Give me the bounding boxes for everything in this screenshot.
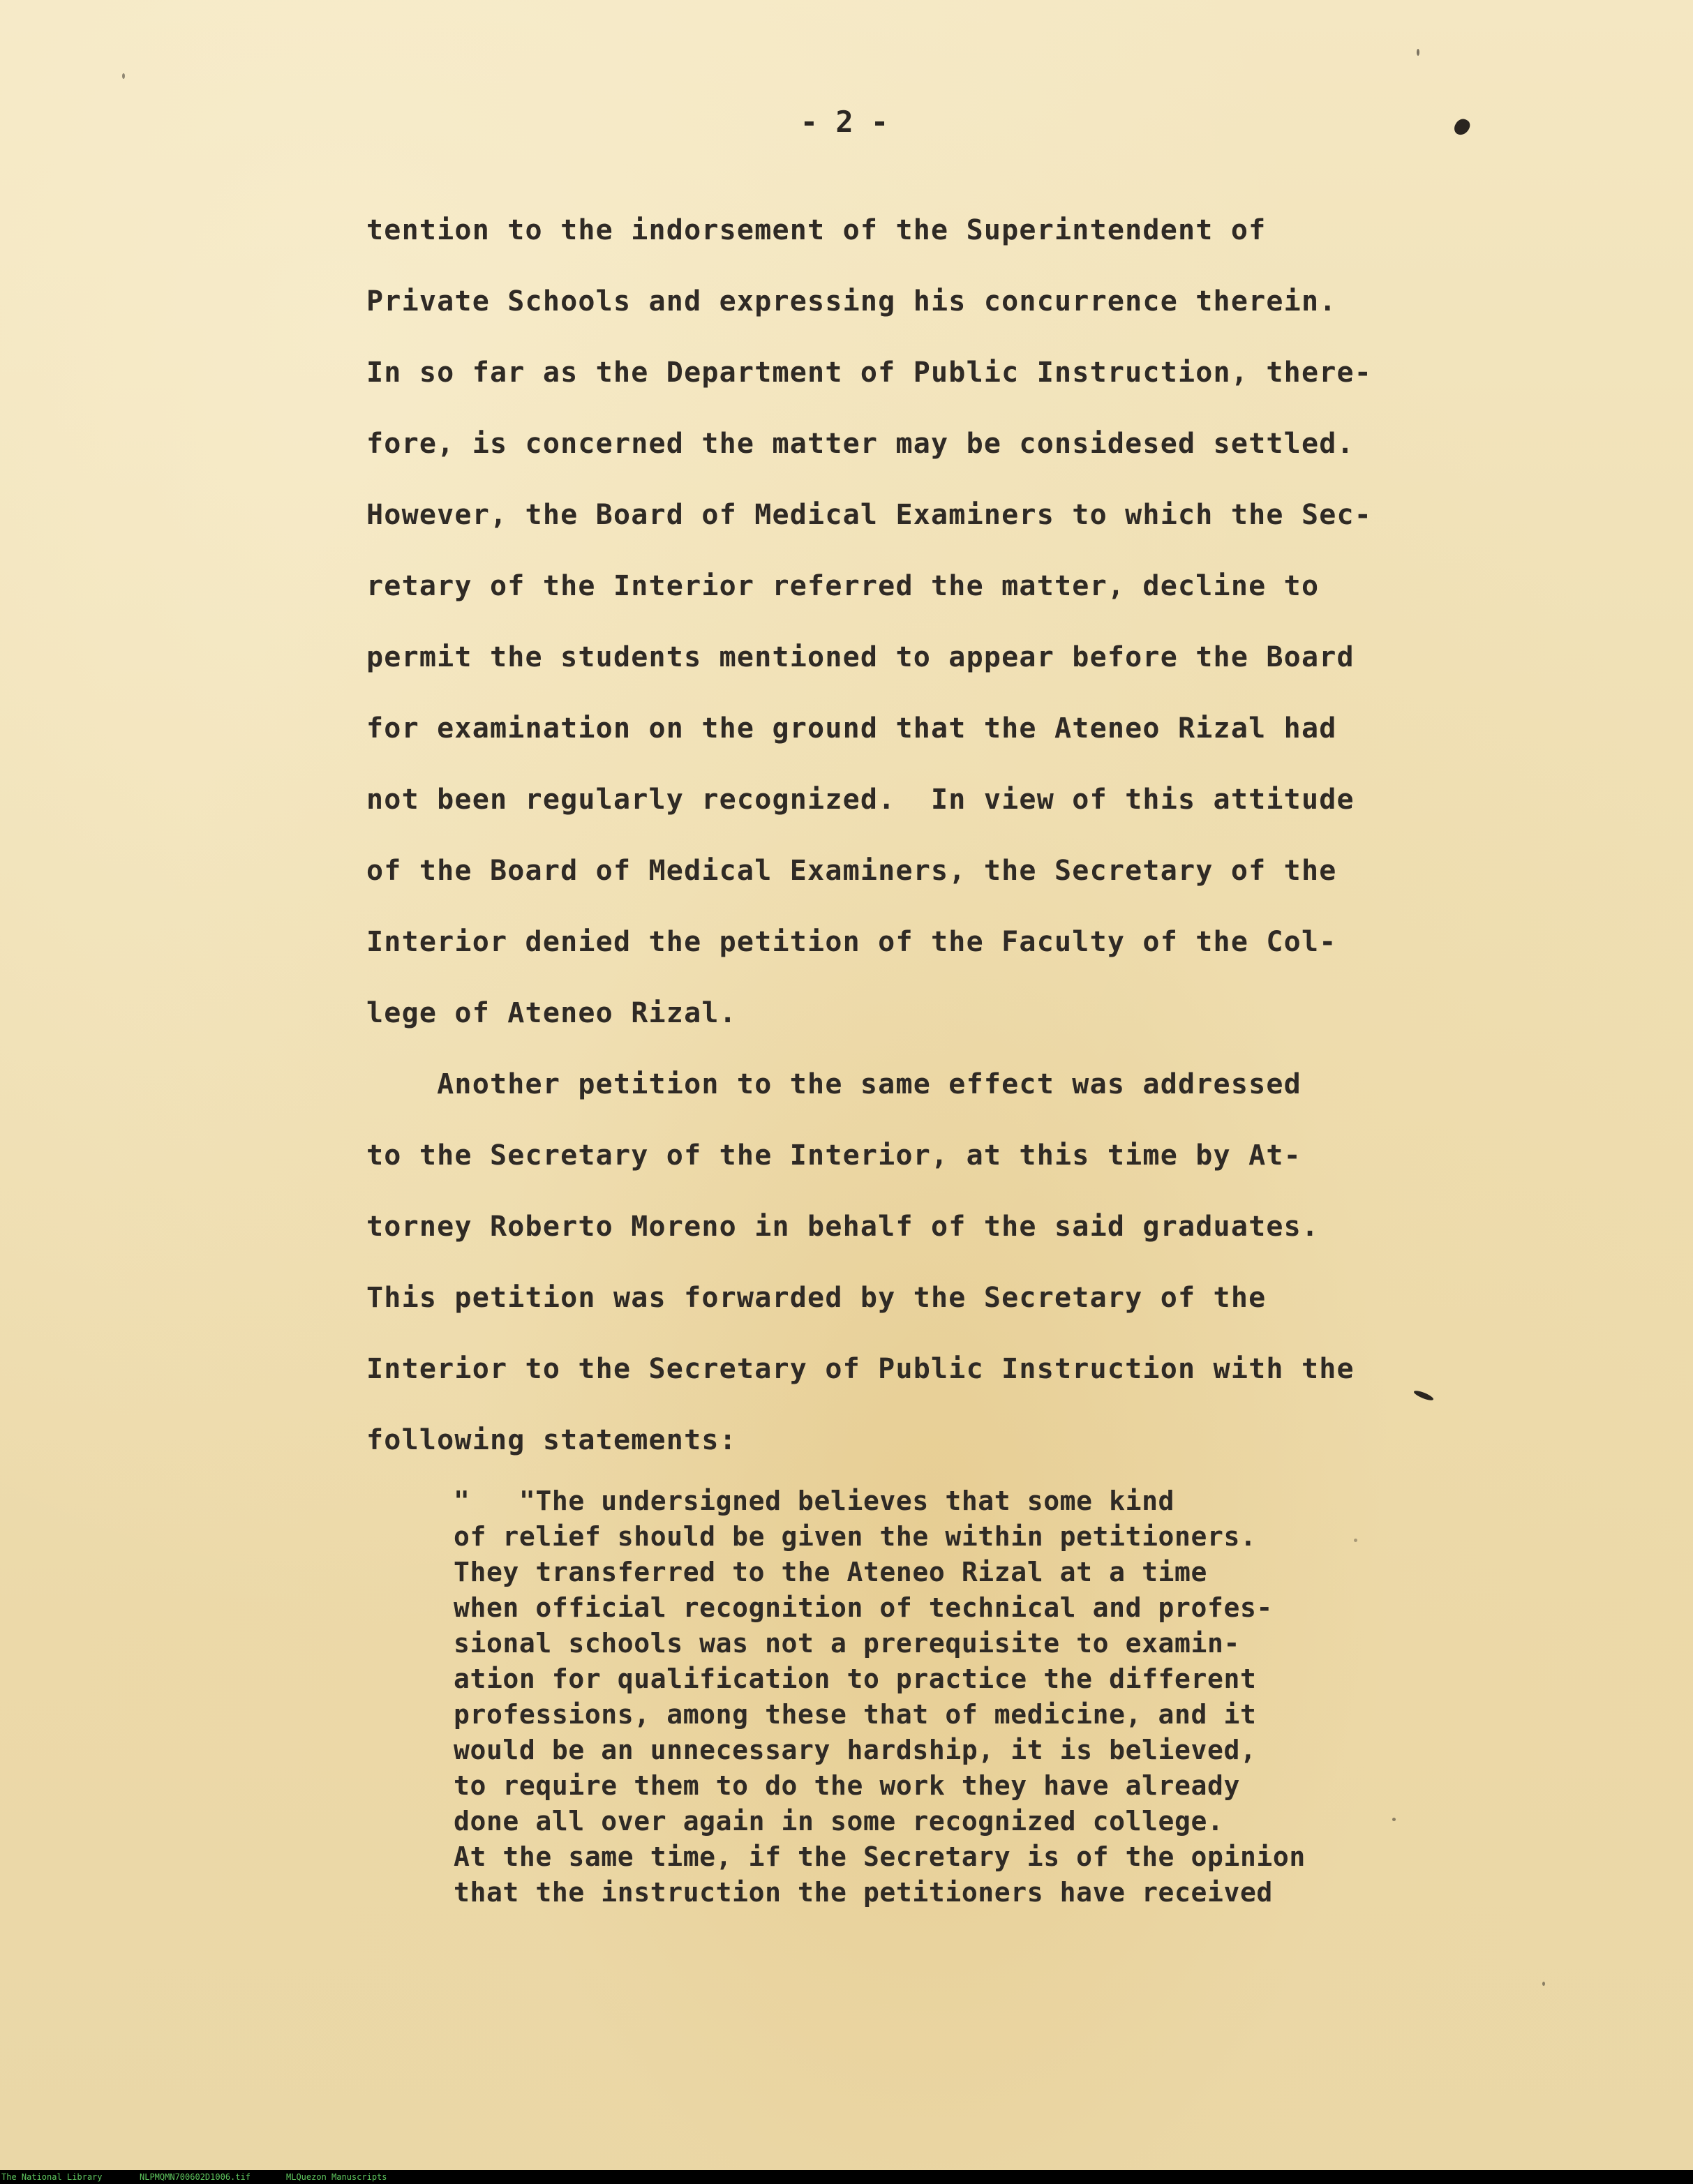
text-line: Private Schools and expressing his concurrence therein. bbox=[366, 285, 1337, 317]
text-line: to the Secretary of the Interior, at this time by At- bbox=[366, 1139, 1302, 1172]
footer-library: The National Library bbox=[1, 2172, 103, 2182]
text-line: for examination on the ground that the Ateneo Rizal had bbox=[366, 712, 1337, 745]
ink-speck bbox=[1452, 117, 1472, 138]
footer-collection: MLQuezon Manuscripts bbox=[286, 2172, 387, 2182]
text-line: tention to the indorsement of the Superintendent of bbox=[366, 214, 1267, 246]
text-line: However, the Board of Medical Examiners to which the Sec- bbox=[366, 499, 1373, 531]
quote-line: They transferred to the Ateneo Rizal at a time bbox=[454, 1557, 1207, 1587]
text-line: fore, is concerned the matter may be considesed settled. bbox=[366, 428, 1355, 460]
ink-speck bbox=[1392, 1818, 1396, 1821]
quote-line: At the same time, if the Secretary is of the opinion bbox=[454, 1841, 1306, 1872]
block-quote bbox=[454, 1483, 1431, 1910]
quote-line: of relief should be given the within petitioners. bbox=[454, 1521, 1257, 1552]
text-line: Interior to the Secretary of Public Instruction with the bbox=[366, 1353, 1355, 1385]
ink-speck bbox=[122, 73, 125, 79]
ink-speck bbox=[1417, 49, 1419, 56]
quote-line: done all over again in some recognized college. bbox=[454, 1806, 1224, 1837]
ink-speck bbox=[1542, 1982, 1545, 1986]
page-number: - 2 - bbox=[800, 105, 889, 139]
text-line: retary of the Interior referred the matter, decline to bbox=[366, 570, 1320, 602]
archive-footer bbox=[0, 2170, 1693, 2184]
text-line: torney Roberto Moreno in behalf of the said graduates. bbox=[366, 1211, 1320, 1243]
quote-line: ation for qualification to practice the different bbox=[454, 1663, 1257, 1694]
text-line: of the Board of Medical Examiners, the Secretary of the bbox=[366, 855, 1337, 887]
quote-line: " "The undersigned believes that some kind bbox=[454, 1486, 1175, 1516]
text-line: lege of Ateneo Rizal. bbox=[366, 997, 737, 1029]
footer-file-id: NLPMQMN700602D1006.tif bbox=[140, 2172, 251, 2182]
text-line: following statements: bbox=[366, 1424, 737, 1456]
body-paragraphs bbox=[366, 208, 1413, 1489]
ink-speck bbox=[1354, 1539, 1357, 1542]
quote-line: sional schools was not a prerequisite to examin- bbox=[454, 1628, 1240, 1659]
text-line: Another petition to the same effect was addressed bbox=[366, 1068, 1302, 1100]
text-line: permit the students mentioned to appear before the Board bbox=[366, 641, 1355, 673]
ink-speck bbox=[1413, 1389, 1435, 1403]
text-line: In so far as the Department of Public Instruction, there- bbox=[366, 357, 1373, 389]
text-line: Interior denied the petition of the Faculty of the Col- bbox=[366, 926, 1337, 958]
text-line: not been regularly recognized. In view of this attitude bbox=[366, 784, 1355, 816]
quote-line: to require them to do the work they have already bbox=[454, 1770, 1240, 1801]
quote-line: that the instruction the petitioners have received bbox=[454, 1877, 1273, 1908]
quote-line: would be an unnecessary hardship, it is believed, bbox=[454, 1735, 1257, 1765]
quote-line: when official recognition of technical and profes- bbox=[454, 1592, 1273, 1623]
text-line: This petition was forwarded by the Secretary of the bbox=[366, 1282, 1267, 1314]
quote-line: professions, among these that of medicine, and it bbox=[454, 1699, 1257, 1730]
